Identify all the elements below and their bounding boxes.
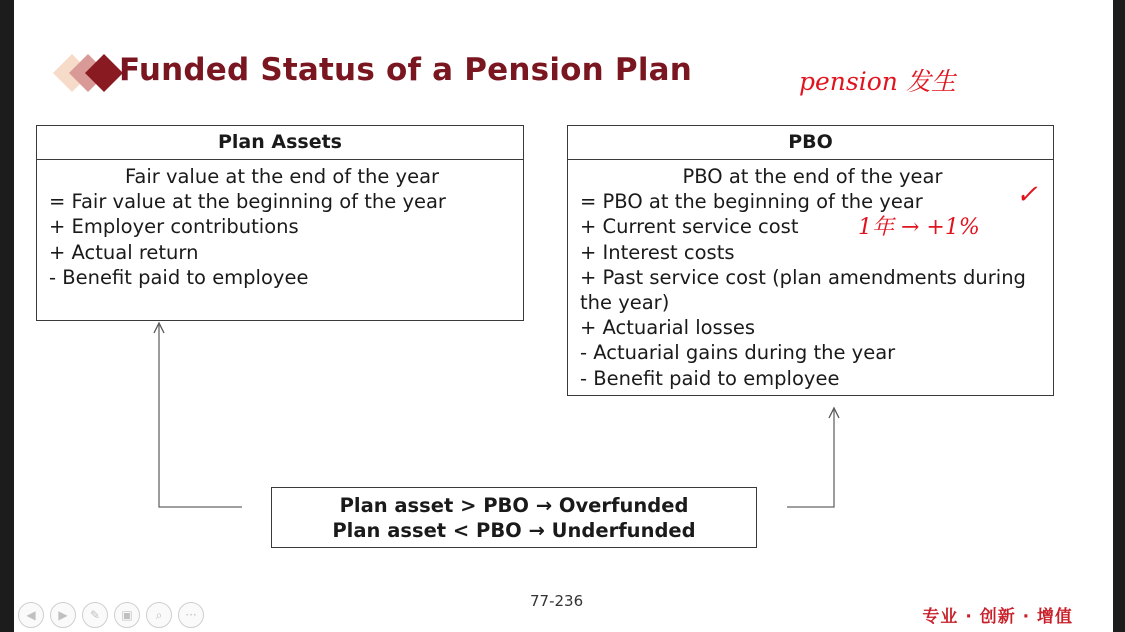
pbo-line: + Interest costs [580,240,735,264]
plan-assets-line: Fair value at the end of the year [124,165,440,188]
slide [14,0,1113,632]
plan-assets-line: + Actual return [49,240,199,264]
underfunded-rule: Plan asset < PBO → Underfunded [332,519,696,542]
pbo-line: + Past service cost (plan amendments during the year) [580,265,1026,315]
pen-icon[interactable]: ✎ [82,602,108,628]
plan-assets-line: + Employer contributions [49,215,299,239]
pbo-line: = PBO at the beginning of the year [580,190,923,214]
overfunded-rule: Plan asset > PBO → Overfunded [339,494,689,517]
plan-assets-header: Plan Assets [37,126,523,160]
page-number: 77-236 [530,592,584,610]
pbo-line: - Actuarial gains during the year [580,341,896,365]
slide-title: Funded Status of a Pension Plan [119,52,693,88]
plan-assets-line: = Fair value at the beginning of the year [49,190,446,214]
pbo-line: - Benefit paid to employee [580,366,840,390]
pbo-header: PBO [568,126,1053,160]
pbo-line: + Current service cost [580,215,799,239]
zoom-icon[interactable]: ⌕ [146,602,172,628]
arrow-to-pbo [787,410,834,507]
handwritten-pension-note: pension 发生 [799,67,956,96]
funded-status-summary-box [271,487,757,548]
screen-icon[interactable]: ▣ [114,602,140,628]
handwritten-service-note: 1年 → +1% [858,215,980,240]
pbo-line: + Actuarial losses [580,316,756,340]
arrow-to-plan-assets [159,325,242,507]
slide-nav-bar [18,602,204,628]
prev-icon[interactable]: ◀ [18,602,44,628]
next-icon[interactable]: ▶ [50,602,76,628]
left-edge-bar [0,0,14,632]
pbo-line: PBO at the end of the year [682,165,943,188]
checkmark-icon: ✓ [1016,180,1038,210]
plan-assets-line: - Benefit paid to employee [49,265,309,289]
brand-slogan: 专业 · 创新 · 增值 [922,607,1073,627]
more-icon[interactable]: ··· [178,602,204,628]
right-edge-bar [1113,0,1125,632]
